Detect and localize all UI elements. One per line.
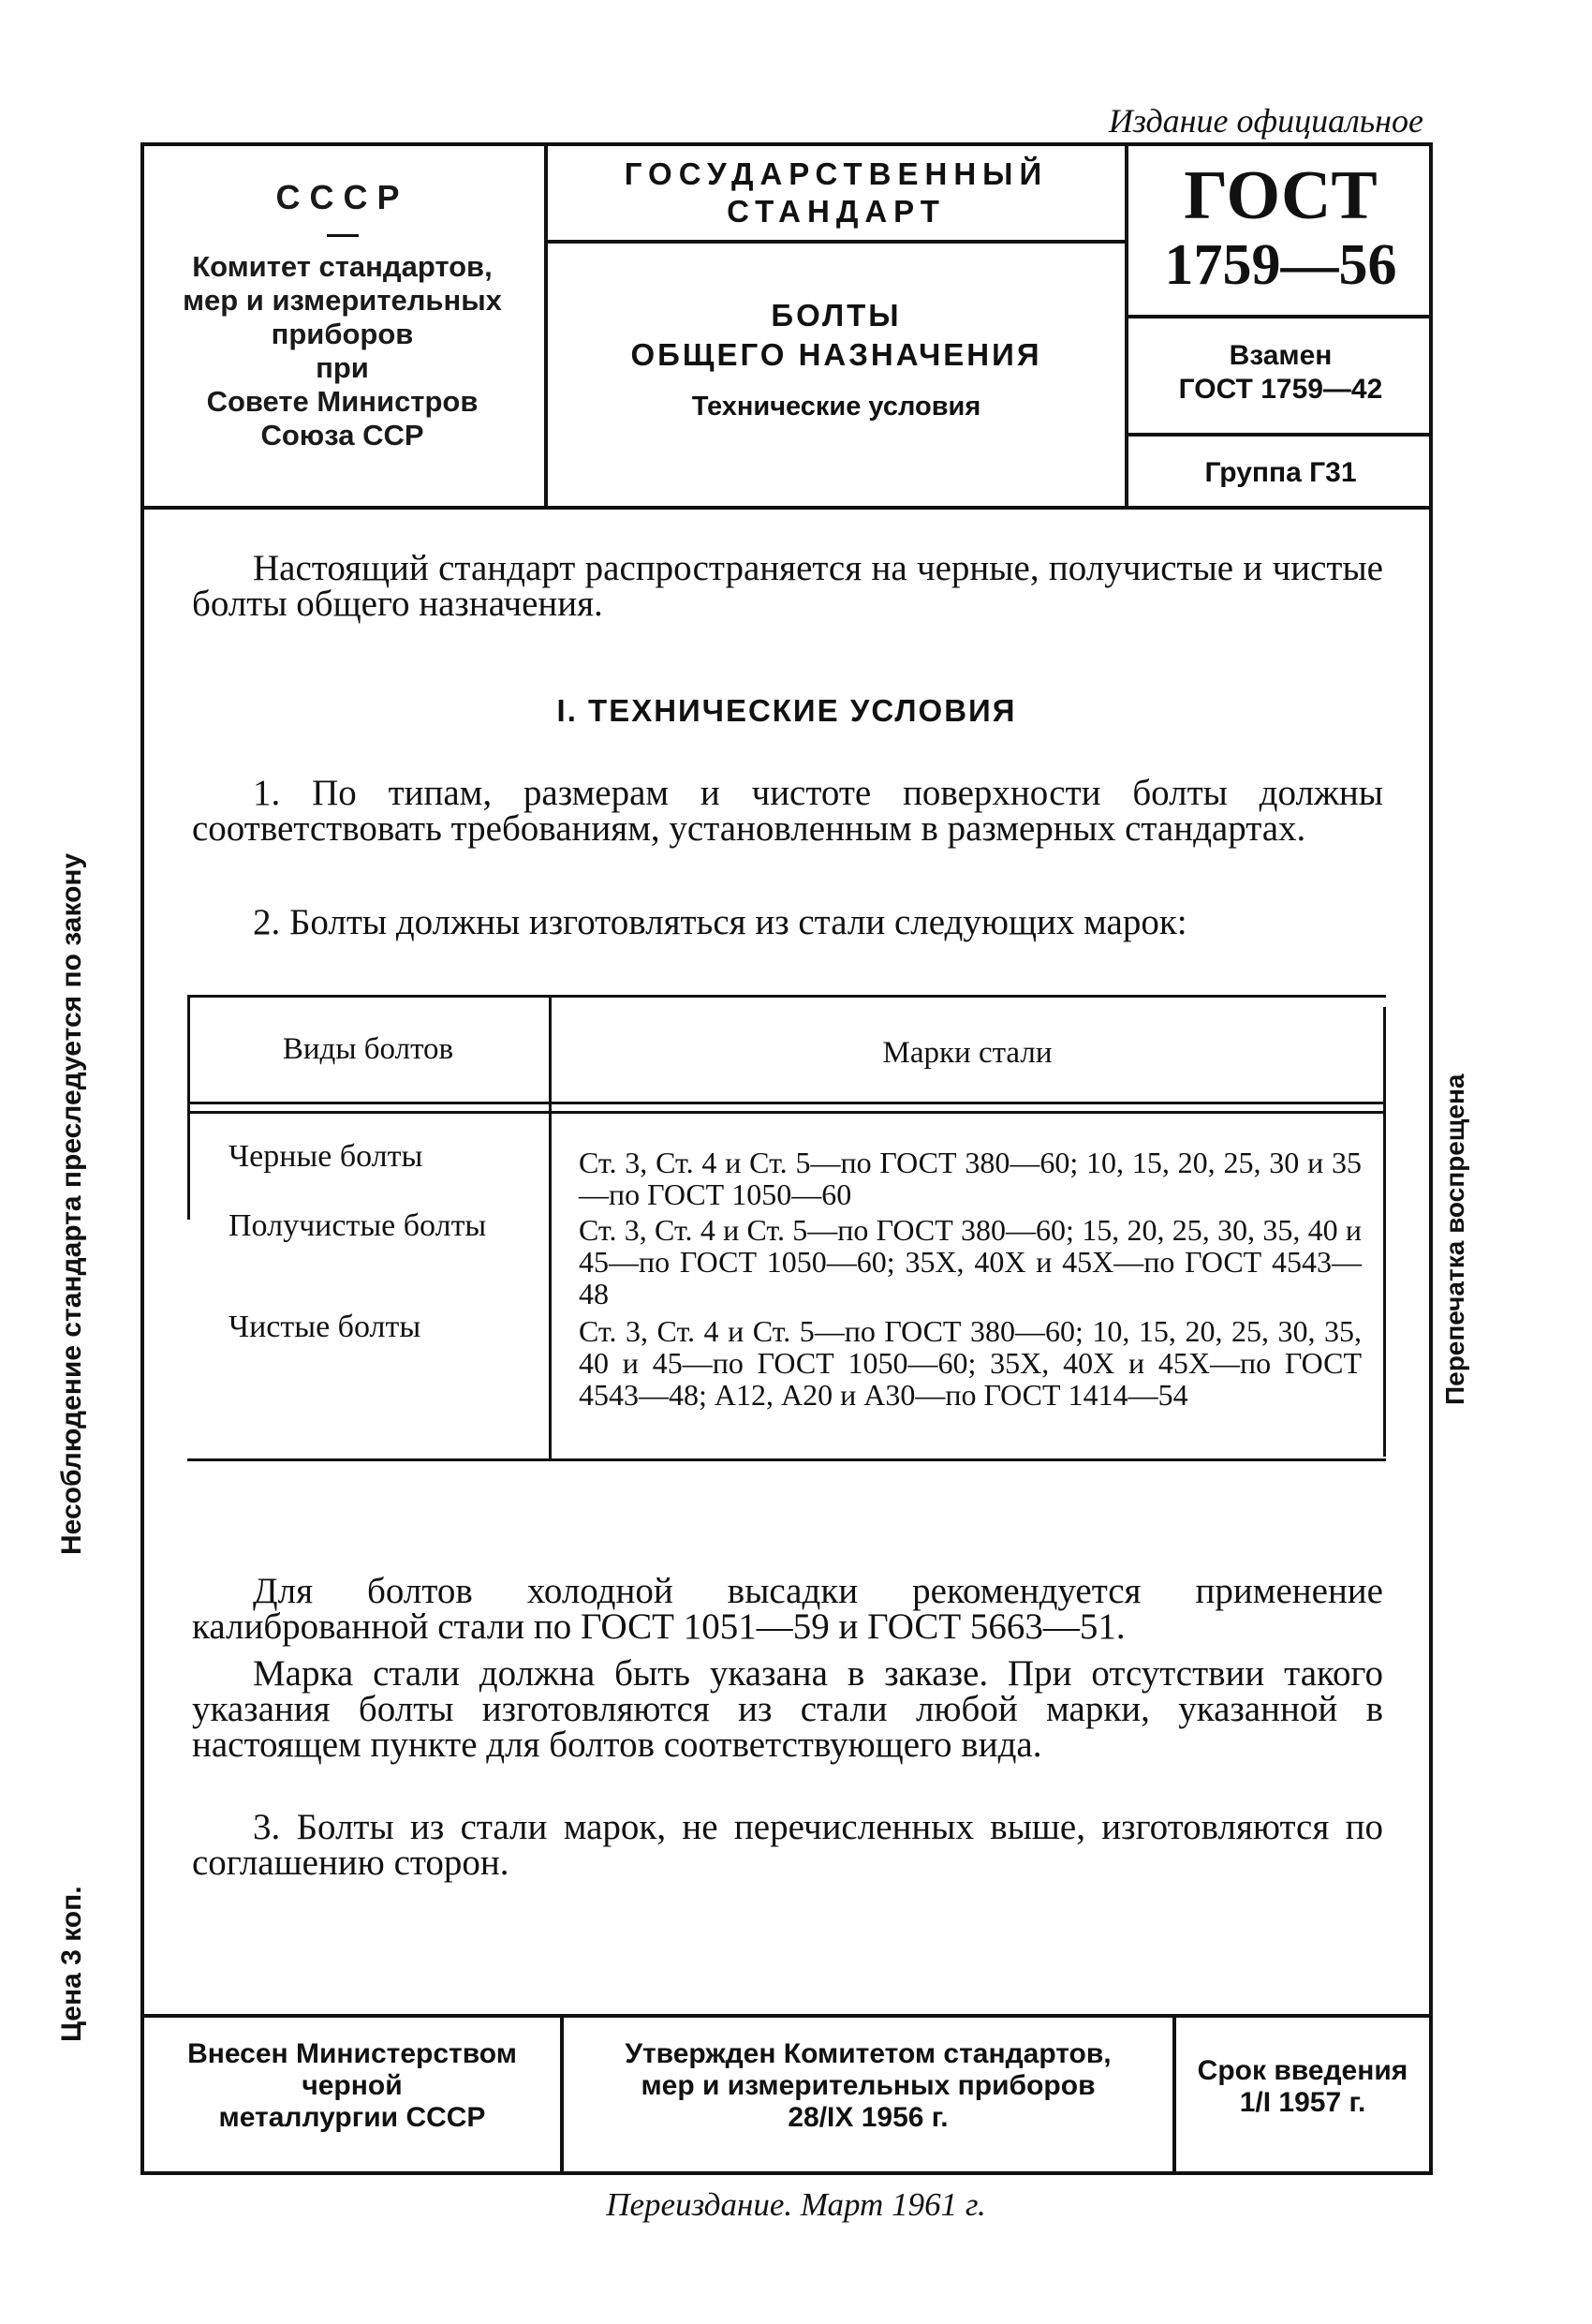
- committee-line: Совете Министров: [206, 385, 479, 418]
- gost-word: ГОСТ: [1184, 157, 1378, 234]
- reprint-note: Переиздание. Март 1961 г.: [606, 2186, 986, 2223]
- side-note-price: Цена 3 коп.: [56, 1886, 87, 2042]
- clause-2: 2. Болты должны изготовляться из стали следующих марок:: [253, 902, 1187, 942]
- footer-line: Внесен Министерством: [187, 2038, 517, 2069]
- ussr-label: СССР: [275, 178, 409, 216]
- committee-line: при: [316, 351, 369, 384]
- table-left-edge: [187, 995, 190, 1220]
- table-cell-steel-grade: Ст. 3, Ст. 4 и Ст. 5—по ГОСТ 380—60; 10, 15, 20, 25, 30 и 35—по ГОСТ 1050—60: [579, 1146, 1362, 1211]
- table-header-steel-grade: Марки стали: [882, 1036, 1053, 1070]
- table-cell-bolt-type: Черные болты: [228, 1139, 423, 1174]
- replaces-box: [1128, 318, 1433, 437]
- gost-number: 1759—56: [1164, 233, 1397, 297]
- clause-1: 1. По типам, размерам и чистоте поверхности болты должны соответствовать требованиям, установленным в размерных стандартах.: [192, 773, 1383, 849]
- title-line: ОБЩЕГО НАЗНАЧЕНИЯ: [630, 337, 1042, 372]
- table-cell-bolt-type: Получистые болты: [228, 1208, 487, 1243]
- footer-line: мер и измерительных приборов: [641, 2070, 1096, 2101]
- table-header-rule: [187, 1102, 1386, 1104]
- header-gost-block: [1128, 142, 1433, 510]
- footer-effective-date: [1176, 2055, 1429, 2119]
- state-standard-label: [548, 142, 1125, 244]
- table-header-rule: [187, 1111, 1386, 1114]
- intro-paragraph: Настоящий стандарт распространяется на черные, получистые и чистые болты общего назначения.: [192, 548, 1383, 624]
- table-cell-bolt-type: Чистые болты: [228, 1310, 421, 1344]
- committee-line: Комитет стандартов,: [192, 250, 493, 283]
- clause-3: 3. Болты из стали марок, не перечисленных выше, изготовляются по соглашению сторон.: [192, 1807, 1383, 1883]
- committee-line: Союза ССР: [260, 419, 424, 451]
- footer-line: металлургии СССР: [218, 2102, 486, 2133]
- document-title: [548, 296, 1125, 375]
- committee-line: приборов: [271, 318, 414, 350]
- table-header-bolt-type: Виды болтов: [282, 1032, 454, 1066]
- cold-heading-paragraph: Для болтов холодной высадки рекомендуется применение калиброванной стали по ГОСТ 1051—59 и ГОСТ 5663—51.: [192, 1571, 1383, 1647]
- replaces-line: Взамен: [1229, 340, 1333, 371]
- table-cell-steel-grade: Ст. 3, Ст. 4 и Ст. 5—по ГОСТ 380—60; 10, 15, 20, 25, 30, 35, 40 и 45—по ГОСТ 1050—60; 35Х, 40Х и 45Х—по ГОСТ 4543—48; А12, А20 и А30—по ГОСТ 1414—54: [579, 1314, 1362, 1412]
- table-cell-steel-grade: Ст. 3, Ст. 4 и Ст. 5—по ГОСТ 380—60; 15, 20, 25, 30, 35, 40 и 45—по ГОСТ 1050—60; 35Х, 40Х и 45Х—по ГОСТ 4543—48: [579, 1213, 1362, 1310]
- table-right-edge: [1383, 1007, 1386, 1457]
- header-title-block: [548, 142, 1128, 510]
- replaces-line: ГОСТ 1759—42: [1178, 374, 1383, 405]
- divider-dash: [327, 234, 359, 237]
- footer-approved-by: [564, 2038, 1172, 2134]
- edition-note: Издание официальное: [1108, 102, 1423, 140]
- state-standard-line: ГОСУДАРСТВЕННЫЙ: [624, 156, 1049, 191]
- document-subtitle: Технические условия: [691, 392, 981, 422]
- state-standard-line: СТАНДАРТ: [727, 194, 946, 229]
- footer-line: Утвержден Комитетом стандартов,: [625, 2038, 1112, 2069]
- footer-line: Срок введения: [1197, 2055, 1408, 2086]
- side-note-reprint-forbidden: Перепечатка воспрещена: [1440, 1073, 1469, 1405]
- footer-line: 1/I 1957 г.: [1239, 2087, 1366, 2118]
- gost-id-box: [1128, 142, 1433, 318]
- header-issuer: [140, 142, 548, 510]
- title-line: БОЛТЫ: [771, 298, 902, 333]
- footer-introduced-by: [144, 2038, 560, 2134]
- section-title: I. ТЕХНИЧЕСКИЕ УСЛОВИЯ: [556, 693, 1017, 728]
- committee-line: мер и измерительных: [183, 284, 502, 317]
- footer-line: 28/IX 1956 г.: [788, 2102, 949, 2133]
- footer-line: черной: [302, 2070, 403, 2101]
- side-note-law: Несоблюдение стандарта преследуется по закону: [56, 852, 87, 1555]
- group-label: Группа Г31: [1204, 457, 1357, 488]
- steel-grade-order-paragraph: Марка стали должна быть указана в заказе. При отсутствии такого указания болты изготовляются из стали любой марки, указанной в настоящем пункте для болтов соответствующего вида.: [192, 1653, 1383, 1765]
